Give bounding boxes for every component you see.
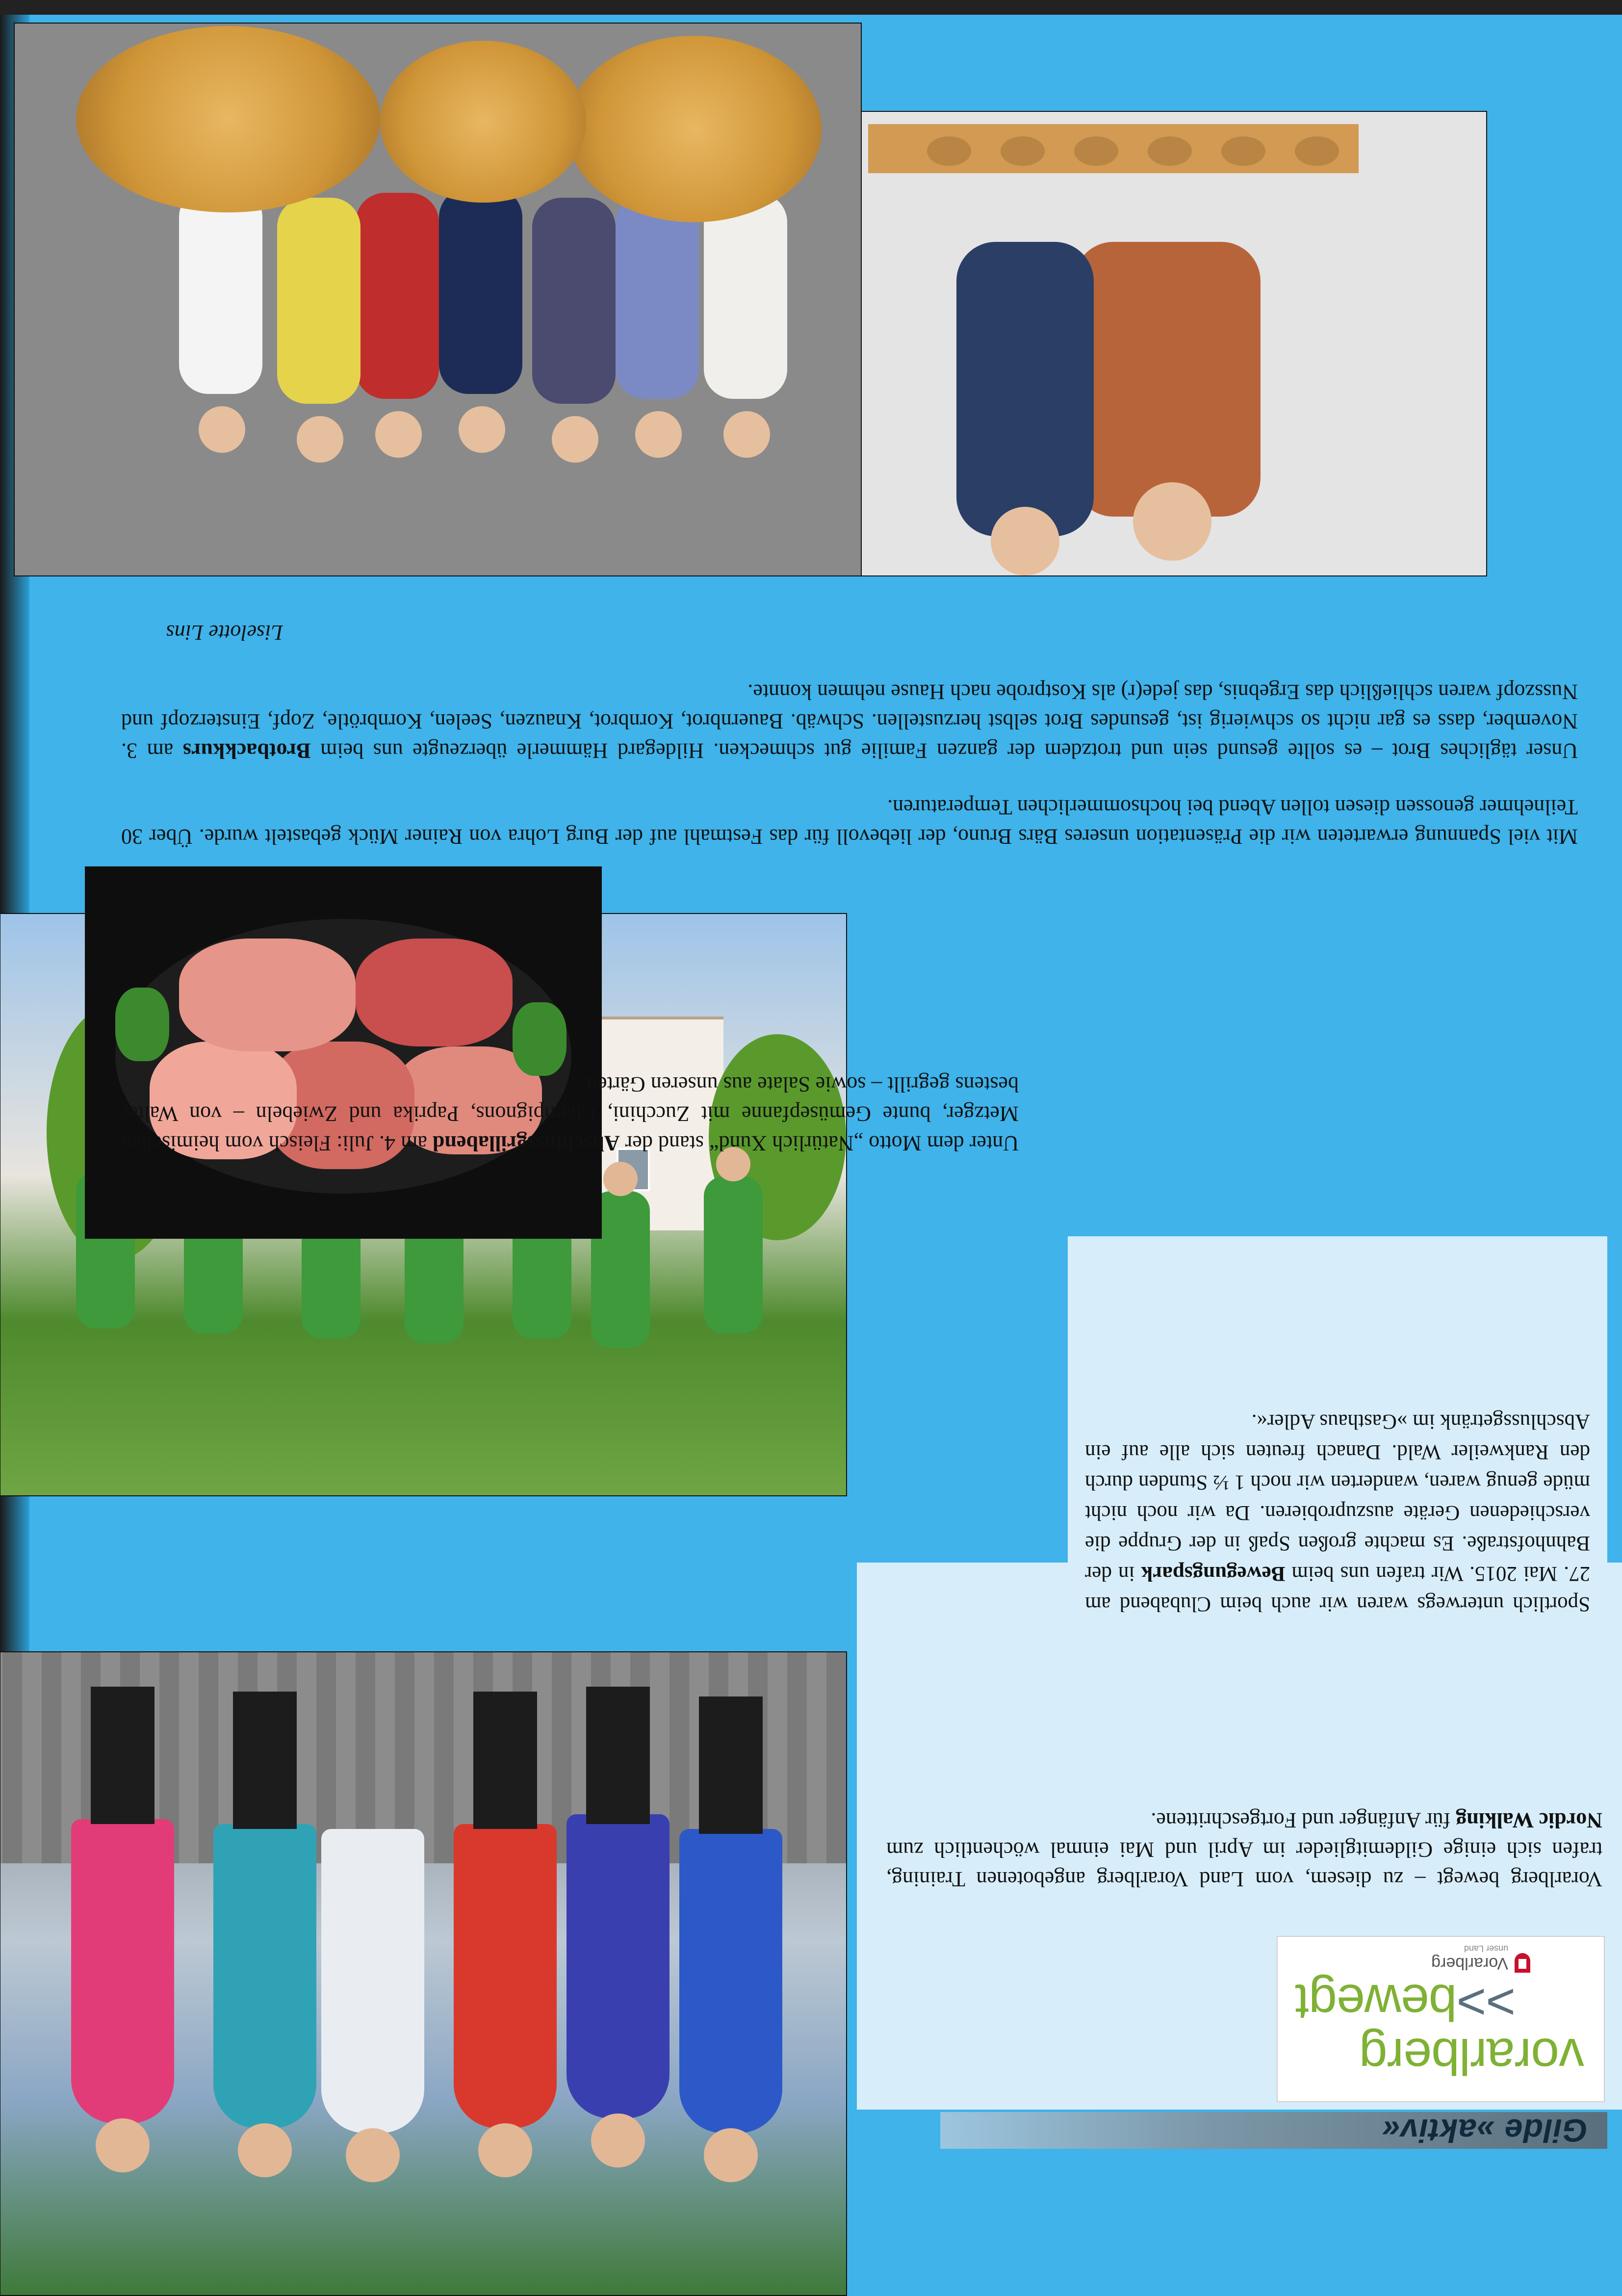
- logo-sub-text: bewegt: [1295, 1974, 1457, 2031]
- bread-instructor-photo: [852, 111, 1487, 576]
- nordic-walking-photo: [0, 1651, 847, 2296]
- bread-text-bold: Brotbackkurs: [182, 739, 311, 763]
- photo-bread-basket: [380, 41, 586, 203]
- bread-text: [121, 677, 1578, 765]
- photo-garnish: [115, 988, 169, 1061]
- logo-subword: [1295, 1974, 1516, 2031]
- intro-text-part: Vorarlberg bewegt – zu diesem, vom Land Vorarlberg angebotenen Training, trafen sich einige Gildemitglieder im April und Mai einmal wöchentlich zum: [886, 1838, 1602, 1891]
- photo-roll: [1148, 136, 1192, 166]
- photo-head: [704, 2128, 758, 2182]
- logo-brand-name: Vorarlberg: [1431, 1954, 1508, 1973]
- sport-panel: [1068, 1236, 1607, 1639]
- photo-legs: [473, 1692, 537, 1829]
- photo-person: [956, 242, 1094, 536]
- photo-person: [1074, 242, 1261, 517]
- photo-roll: [1295, 136, 1339, 166]
- photo-roll: [1001, 136, 1045, 166]
- photo-person: [704, 193, 787, 399]
- photo-person: [277, 198, 360, 404]
- photo-head: [346, 2128, 400, 2182]
- photo-head: [199, 406, 245, 453]
- sport-text-bold: Bewegungspark: [1141, 1562, 1286, 1585]
- photo-person: [179, 188, 262, 394]
- photo-garnish: [513, 1002, 566, 1076]
- photo-person: [213, 1824, 316, 2128]
- section-header-bar: [940, 2112, 1607, 2149]
- vorarlberg-bewegt-logo: [1277, 1936, 1605, 2102]
- photo-bread-basket: [566, 36, 822, 222]
- grill-text-bold: Abschlussgrillabend: [433, 1131, 620, 1155]
- page-edge-bottom: [0, 0, 1622, 15]
- photo-legs: [233, 1692, 297, 1829]
- sport-text-end: in der Bahnhofstraße. Es machte großen Spaß in der Gruppe die verschiedenen Geräte auszuprobieren. Da wir noch nicht müde genug waren, wanderten wir noch 1 ½ Stunden durch den Rankweiler Wald. Danach freuten sich alle auf ein Abschlussgetränk im »Gasthaus Adler«.: [1085, 1410, 1590, 1585]
- photo-head: [459, 406, 505, 453]
- page-title: Gilde »aktiv«: [1381, 2113, 1588, 2149]
- sport-text-part: Sportlich unterwegs waren wir auch beim Clubabend am 27. Mai 2015. Wir trafen uns beim: [1085, 1562, 1590, 1616]
- photo-head: [635, 411, 682, 458]
- photo-roll: [927, 136, 971, 166]
- author-signature: Liselotte Lins: [166, 621, 283, 645]
- grill-platter-photo: [85, 866, 602, 1239]
- photo-person: [454, 1824, 557, 2128]
- bread-text-end: am 3. November, dass es gar nicht so schwierig ist, gesundes Brot selbst herzustellen. Schwäb. Bauernbrot, Kornbrot, Knauzen, Seelen, Kornbrötle, Zopf, Einsterzopf und Nusszopf waren schließlich das Ergebnis, das jede(r) als Kostprobe nach Hause nehmen konnte.: [121, 680, 1578, 763]
- intro-text-end: für Anfänger und Fortgeschrittene.: [1151, 1808, 1456, 1832]
- photo-roll: [1074, 136, 1118, 166]
- photo-bread-basket: [76, 26, 380, 212]
- bread-group-photo: [14, 23, 862, 576]
- photo-legs: [586, 1687, 650, 1824]
- photo-head: [238, 2123, 292, 2177]
- photo-head: [297, 416, 343, 463]
- logo-brand-small: unser Land: [1464, 1944, 1508, 1954]
- photo-legs: [699, 1696, 763, 1834]
- intro-text: [886, 1805, 1602, 1894]
- grill-text-2: Mit viel Spannung erwarteten wir die Präsentation unseres Bärs Bruno, der liebevoll für das Festmahl auf der Burg Lohra von Rainer Mück gebastelt wurde. Über 30 Teilnehmer genossen diesen tollen Abend bei hochsommerlichen Temperaturen.: [121, 795, 1578, 849]
- photo-meat: [356, 939, 513, 1046]
- photo-person: [679, 1829, 782, 2133]
- photo-head: [591, 2113, 645, 2167]
- photo-roll: [1221, 136, 1265, 166]
- grill-text: [121, 1070, 1019, 1158]
- grill-text-end: am 4. Juli: Fleisch vom heimischen Metzger, bunte Gemüsepfanne mit Zucchini, Champignons, Paprika und Zwiebeln – von Walter bestens gegrillt – sowie Salate aus unseren Gärten.: [121, 1072, 1019, 1155]
- grill-text-part: Unter dem Motto „Natürlich Xund“ stand der: [619, 1131, 1019, 1155]
- intro-text-bold: Nordic Walking: [1456, 1808, 1602, 1832]
- photo-person: [439, 188, 522, 394]
- photo-head: [375, 411, 422, 458]
- photo-head: [96, 2118, 150, 2172]
- photo-meat: [179, 939, 356, 1051]
- photo-person: [356, 193, 439, 399]
- photo-person: [71, 1819, 174, 2123]
- photo-legs: [91, 1687, 154, 1824]
- photo-person: [704, 1176, 763, 1333]
- photo-head: [723, 411, 770, 458]
- logo-arrows: >>: [1457, 1974, 1516, 2031]
- photo-head: [478, 2123, 532, 2177]
- sport-text: [1085, 1406, 1590, 1619]
- photo-head: [552, 416, 598, 463]
- photo-person: [616, 193, 699, 399]
- logo-word: vorarlberg: [1359, 2028, 1584, 2085]
- photo-person: [532, 198, 616, 404]
- photo-person: [321, 1829, 424, 2133]
- photo-head: [1133, 482, 1211, 561]
- photo-person: [566, 1814, 669, 2118]
- photo-head: [991, 507, 1059, 575]
- intro-panel: [857, 1563, 1622, 2110]
- photo-head: [603, 1162, 638, 1196]
- crest-icon: [1515, 1953, 1530, 1973]
- logo-brand: [1431, 1943, 1508, 1973]
- bread-text-part: Unser tägliches Brot – es sollte gesund sein und trotzdem der ganzen Familie gut schmecken. Hildegard Hämmerle überzeugte uns beim: [310, 739, 1578, 763]
